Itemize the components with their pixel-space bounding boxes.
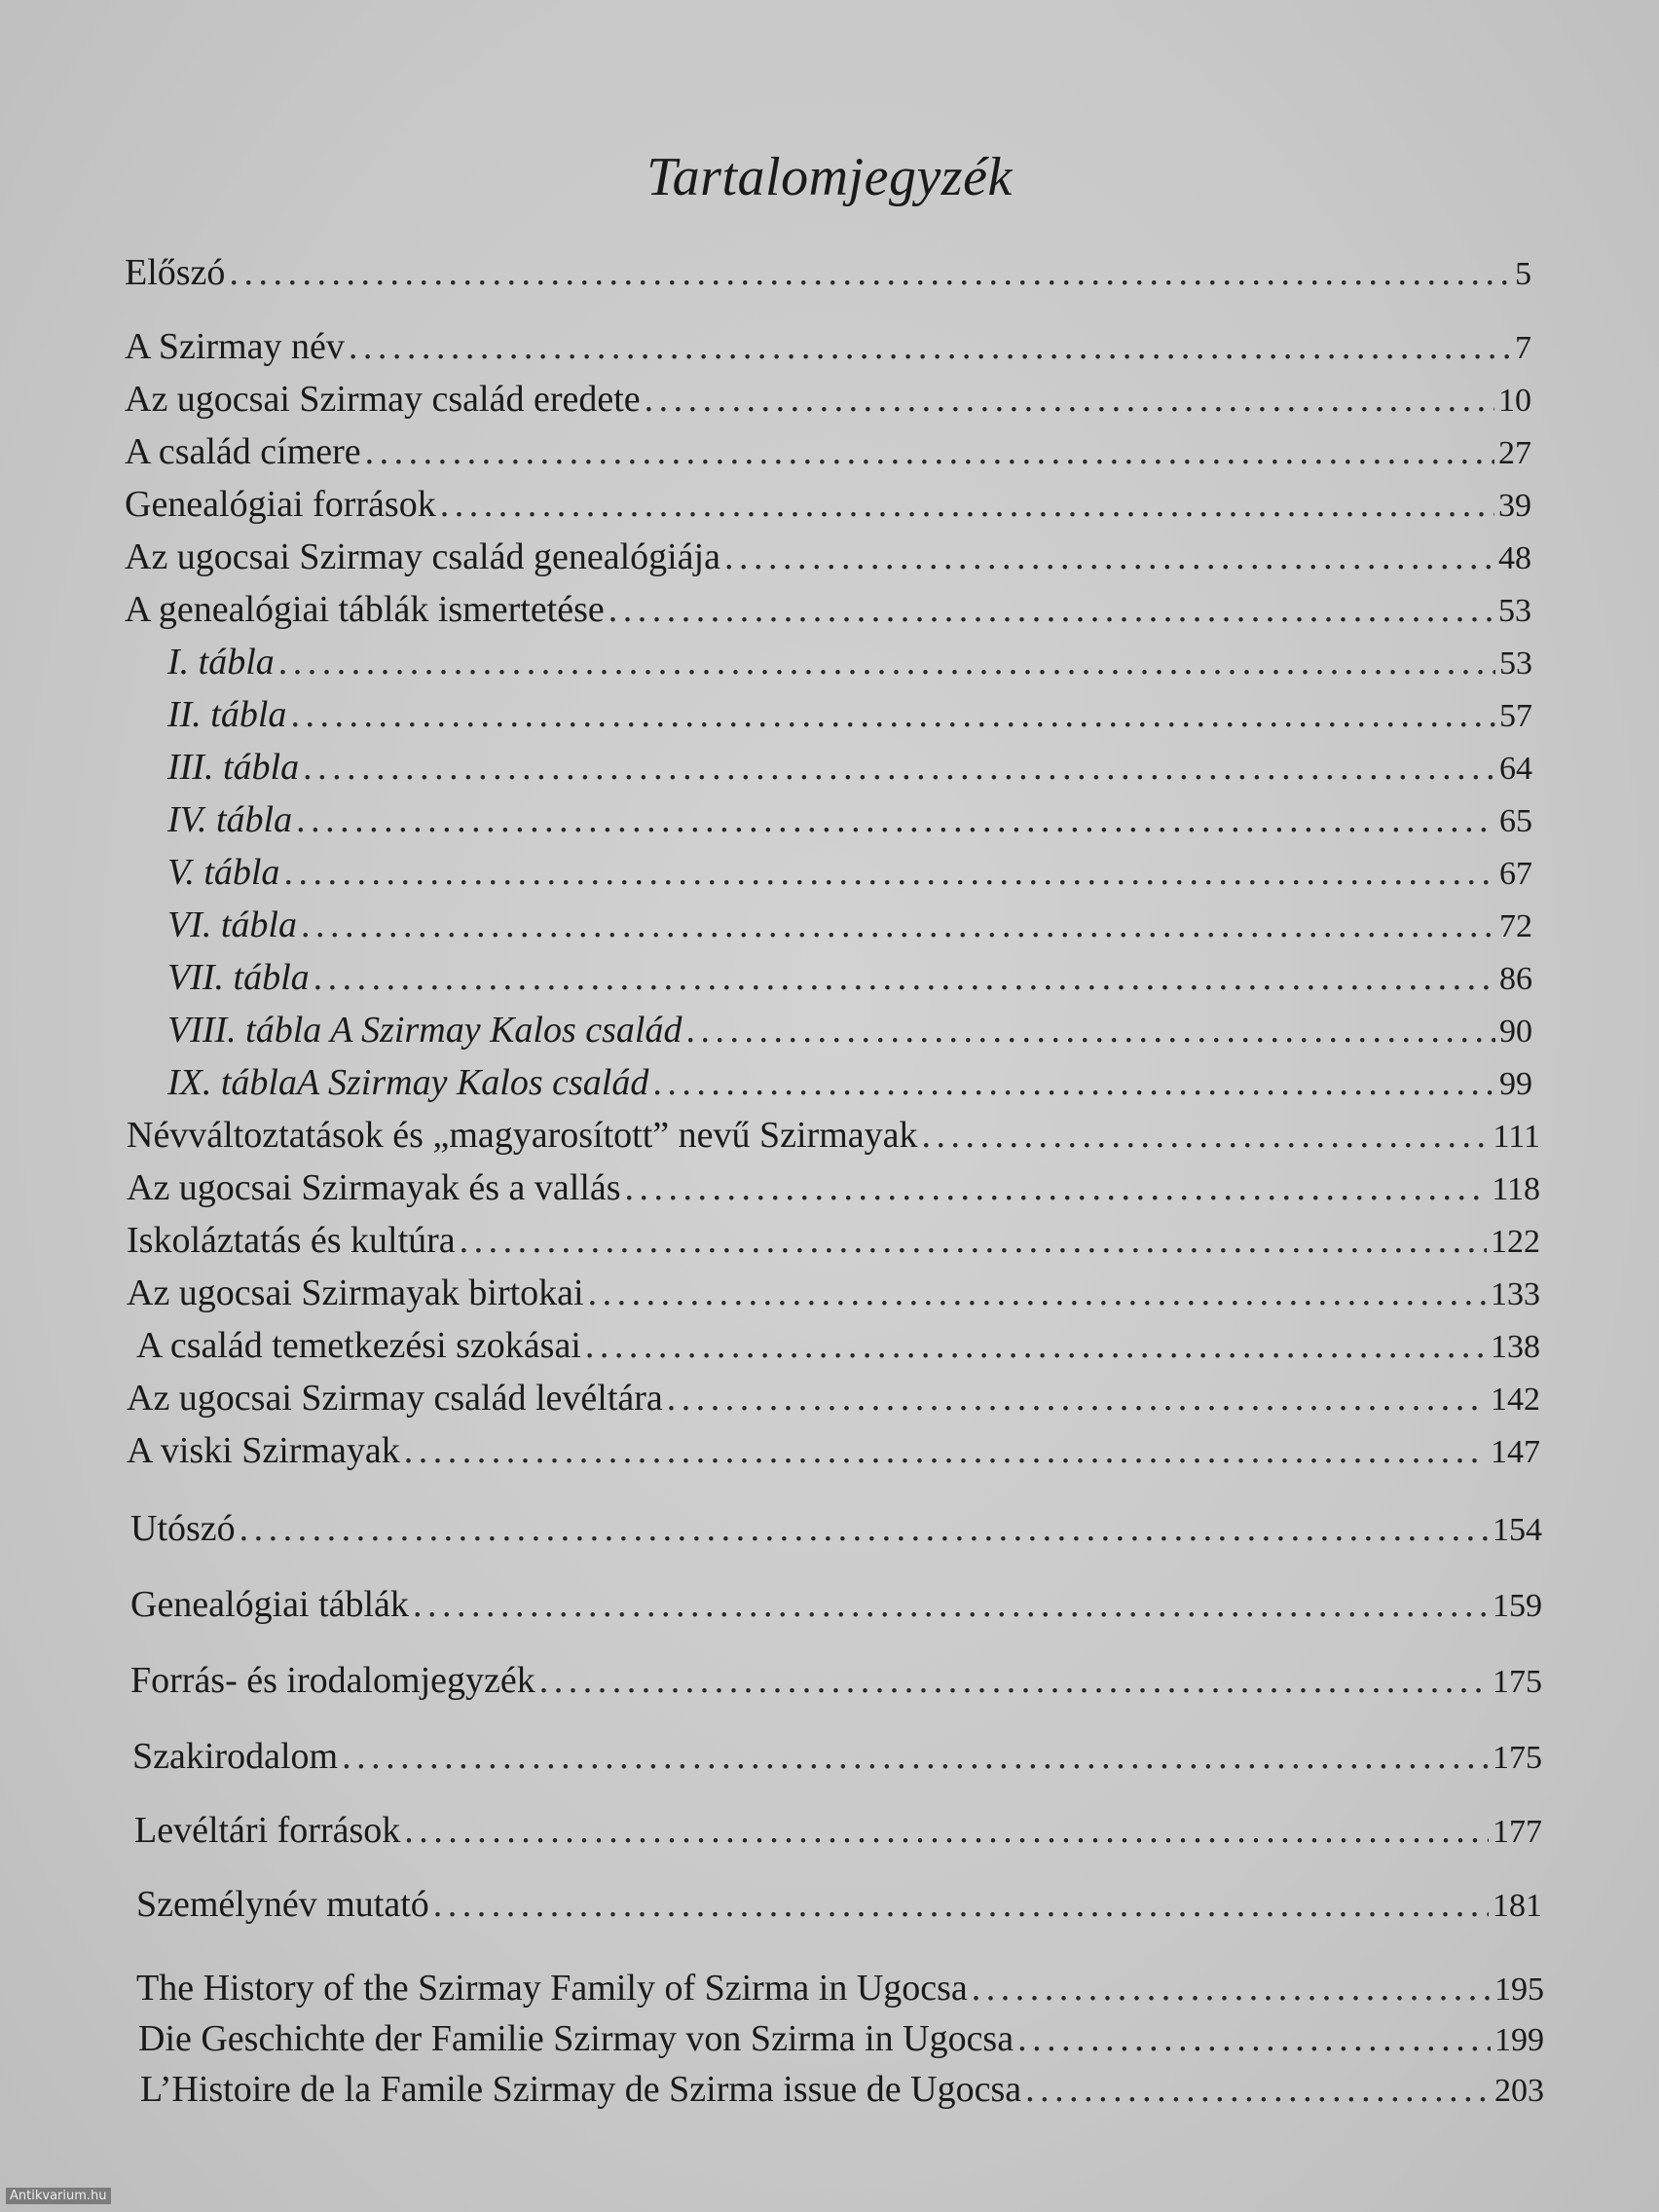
toc-entry	[127, 1429, 1540, 1478]
toc-entry-label: A család temetkezési szokásai	[136, 1325, 581, 1366]
toc-entry	[134, 1809, 1542, 1858]
toc-entry	[125, 378, 1531, 426]
leader-dots	[972, 1967, 1491, 2009]
toc-entry	[127, 1377, 1540, 1425]
leader-dots	[404, 1809, 1489, 1852]
toc-entry-page: 10	[1498, 383, 1531, 419]
toc-entry	[125, 535, 1531, 584]
toc-entry-label: Iskoláztatás és kultúra	[127, 1220, 456, 1261]
toc-entry	[127, 1166, 1540, 1215]
leader-dots	[349, 325, 1511, 368]
toc-entry-label: VI. tábla	[167, 904, 297, 945]
toc-entry-label: VIII. tábla A Szirmay Kalos család	[167, 1010, 682, 1051]
toc-entry-page: 64	[1499, 751, 1532, 787]
toc-entry-page: 27	[1498, 435, 1531, 471]
leader-dots	[290, 693, 1495, 736]
toc-entry	[138, 2017, 1544, 2066]
toc-entry-label: Az ugocsai Szirmay család genealógiája	[125, 536, 720, 577]
leader-dots	[625, 1166, 1489, 1209]
toc-entry-label: Az ugocsai Szirmay család levéltára	[127, 1378, 663, 1419]
toc-entry-label: Az ugocsai Szirmayak birtokai	[127, 1272, 584, 1313]
toc-entry-page: 7	[1515, 330, 1531, 366]
leader-dots	[240, 1507, 1489, 1550]
toc-entry-label: Genealógiai források	[125, 484, 436, 525]
toc-entry-page: 86	[1499, 961, 1532, 997]
toc-entry-label: I. tábla	[167, 642, 275, 682]
toc-entry-page: 65	[1499, 803, 1532, 839]
toc-entry	[130, 1659, 1542, 1708]
toc-entry-label: Az ugocsai Szirmay család eredete	[125, 379, 641, 420]
toc-entry-page: 195	[1494, 1972, 1544, 2008]
leader-dots	[1025, 2068, 1491, 2111]
toc-entry-page: 99	[1499, 1066, 1532, 1102]
leader-dots	[585, 1324, 1487, 1367]
toc-subentry	[167, 903, 1532, 952]
leader-dots	[652, 1061, 1495, 1104]
toc-entry	[127, 1272, 1540, 1320]
toc-entry-page: 154	[1493, 1512, 1542, 1548]
leader-dots	[342, 1735, 1489, 1778]
toc-subentry	[167, 1009, 1532, 1057]
leader-dots	[296, 798, 1495, 841]
toc-entry-page: 57	[1499, 698, 1532, 734]
toc-entry-label: Die Geschichte der Familie Szirmay von Szirma in Ugocsa	[138, 2018, 1014, 2059]
toc-entry-label: Személynév mutató	[136, 1884, 429, 1925]
toc-entry	[125, 588, 1531, 637]
toc-entry-page: 175	[1493, 1664, 1542, 1700]
leader-dots	[313, 956, 1495, 999]
page-title: Tartalomjegyzék	[646, 147, 1013, 207]
toc-entry	[127, 1114, 1540, 1162]
toc-entry-page: 72	[1499, 908, 1532, 944]
toc-entry-page: 147	[1491, 1434, 1540, 1470]
leader-dots	[608, 588, 1494, 631]
leader-dots	[301, 903, 1495, 946]
leader-dots	[539, 1659, 1489, 1702]
toc-entry-label: IX. táblaA Szirmay Kalos család	[167, 1062, 649, 1103]
leader-dots	[303, 746, 1495, 789]
toc-entry-page: 181	[1493, 1888, 1542, 1924]
toc-entry-page: 67	[1499, 856, 1532, 892]
toc-subentry	[167, 641, 1532, 689]
toc-entry-page: 203	[1494, 2073, 1544, 2109]
toc-entry-page: 175	[1493, 1740, 1542, 1776]
toc-entry-label: A viski Szirmayak	[127, 1430, 400, 1471]
leader-dots	[278, 641, 1495, 683]
toc-entry-page: 159	[1493, 1588, 1542, 1624]
toc-entry	[136, 1967, 1544, 2015]
toc-entry-page: 48	[1498, 540, 1531, 576]
toc-entry-label: Szakirodalom	[132, 1736, 339, 1777]
toc-entry-page: 90	[1499, 1014, 1532, 1050]
leader-dots	[229, 251, 1511, 294]
leader-dots	[685, 1009, 1495, 1051]
toc-entry-page: 111	[1493, 1119, 1540, 1155]
toc-entry	[132, 1735, 1542, 1784]
toc-entry-page: 122	[1491, 1224, 1540, 1260]
leader-dots	[922, 1114, 1490, 1157]
toc-entry-page: 5	[1515, 256, 1531, 292]
toc-entry-label: Előszó	[125, 252, 226, 293]
toc-subentry	[167, 1061, 1532, 1110]
toc-entry-label: The History of the Szirmay Family of Szirma in Ugocsa	[136, 1968, 968, 2009]
toc-entry-label: A család címere	[125, 431, 361, 472]
toc-entry-page: 118	[1492, 1171, 1540, 1207]
leader-dots	[433, 1883, 1489, 1926]
toc-entry-label: Genealógiai táblák	[130, 1584, 409, 1625]
toc-entry-label: Utószó	[130, 1508, 236, 1549]
leader-dots	[283, 851, 1495, 894]
toc-entry-page: 177	[1493, 1814, 1542, 1850]
toc-entry	[125, 483, 1531, 532]
leader-dots	[413, 1583, 1489, 1626]
toc-entry	[127, 1219, 1540, 1268]
toc-entry	[130, 1583, 1542, 1632]
toc-entry-label: III. tábla	[167, 747, 300, 788]
toc-entry	[125, 325, 1531, 374]
toc-subentry	[167, 798, 1532, 847]
toc-entry-page: 39	[1498, 488, 1531, 524]
toc-entry-label: A genealógiai táblák ismertetése	[125, 589, 605, 630]
toc-entry-label: Levéltári források	[134, 1810, 401, 1851]
toc-entry	[136, 1883, 1542, 1932]
toc-entry-label: IV. tábla	[167, 799, 293, 840]
leader-dots	[440, 483, 1494, 526]
leader-dots	[460, 1219, 1487, 1262]
leader-dots	[1017, 2017, 1491, 2060]
leader-dots	[724, 535, 1494, 578]
toc-entry-page: 199	[1494, 2022, 1544, 2058]
toc-entry	[130, 1507, 1542, 1556]
leader-dots	[365, 430, 1494, 473]
toc-subentry	[167, 746, 1532, 794]
toc-entry-label: A Szirmay név	[125, 326, 345, 367]
leader-dots	[404, 1429, 1487, 1472]
toc-entry-page: 53	[1499, 645, 1532, 682]
toc-entry-page: 142	[1491, 1382, 1540, 1418]
toc-entry-page: 133	[1491, 1276, 1540, 1312]
toc-entry-label: Forrás- és irodalomjegyzék	[130, 1660, 535, 1701]
watermark: Antikvarium.hu	[6, 2188, 111, 2204]
toc-entry-label: V. tábla	[167, 852, 280, 893]
toc-entry	[136, 1324, 1540, 1373]
toc-subentry	[167, 693, 1532, 742]
toc-entry-label: VII. tábla	[167, 957, 310, 998]
leader-dots	[588, 1272, 1487, 1314]
leader-dots	[667, 1377, 1487, 1419]
toc-entry	[125, 251, 1531, 300]
toc-entry-label: Az ugocsai Szirmayak és a vallás	[127, 1167, 621, 1208]
toc-entry-page: 53	[1498, 593, 1531, 629]
toc-subentry	[167, 851, 1532, 900]
toc-entry	[125, 430, 1531, 479]
toc-entry-label: II. tábla	[167, 694, 287, 735]
toc-entry	[140, 2068, 1544, 2117]
toc-entry-page: 138	[1491, 1329, 1540, 1365]
toc-entry-label: L’Histoire de la Famile Szirmay de Szirma issue de Ugocsa	[140, 2069, 1022, 2110]
leader-dots	[645, 378, 1494, 421]
toc-entry-label: Névváltoztatások és „magyarosított” nevű Szirmayak	[127, 1115, 918, 1156]
toc-subentry	[167, 956, 1532, 1005]
